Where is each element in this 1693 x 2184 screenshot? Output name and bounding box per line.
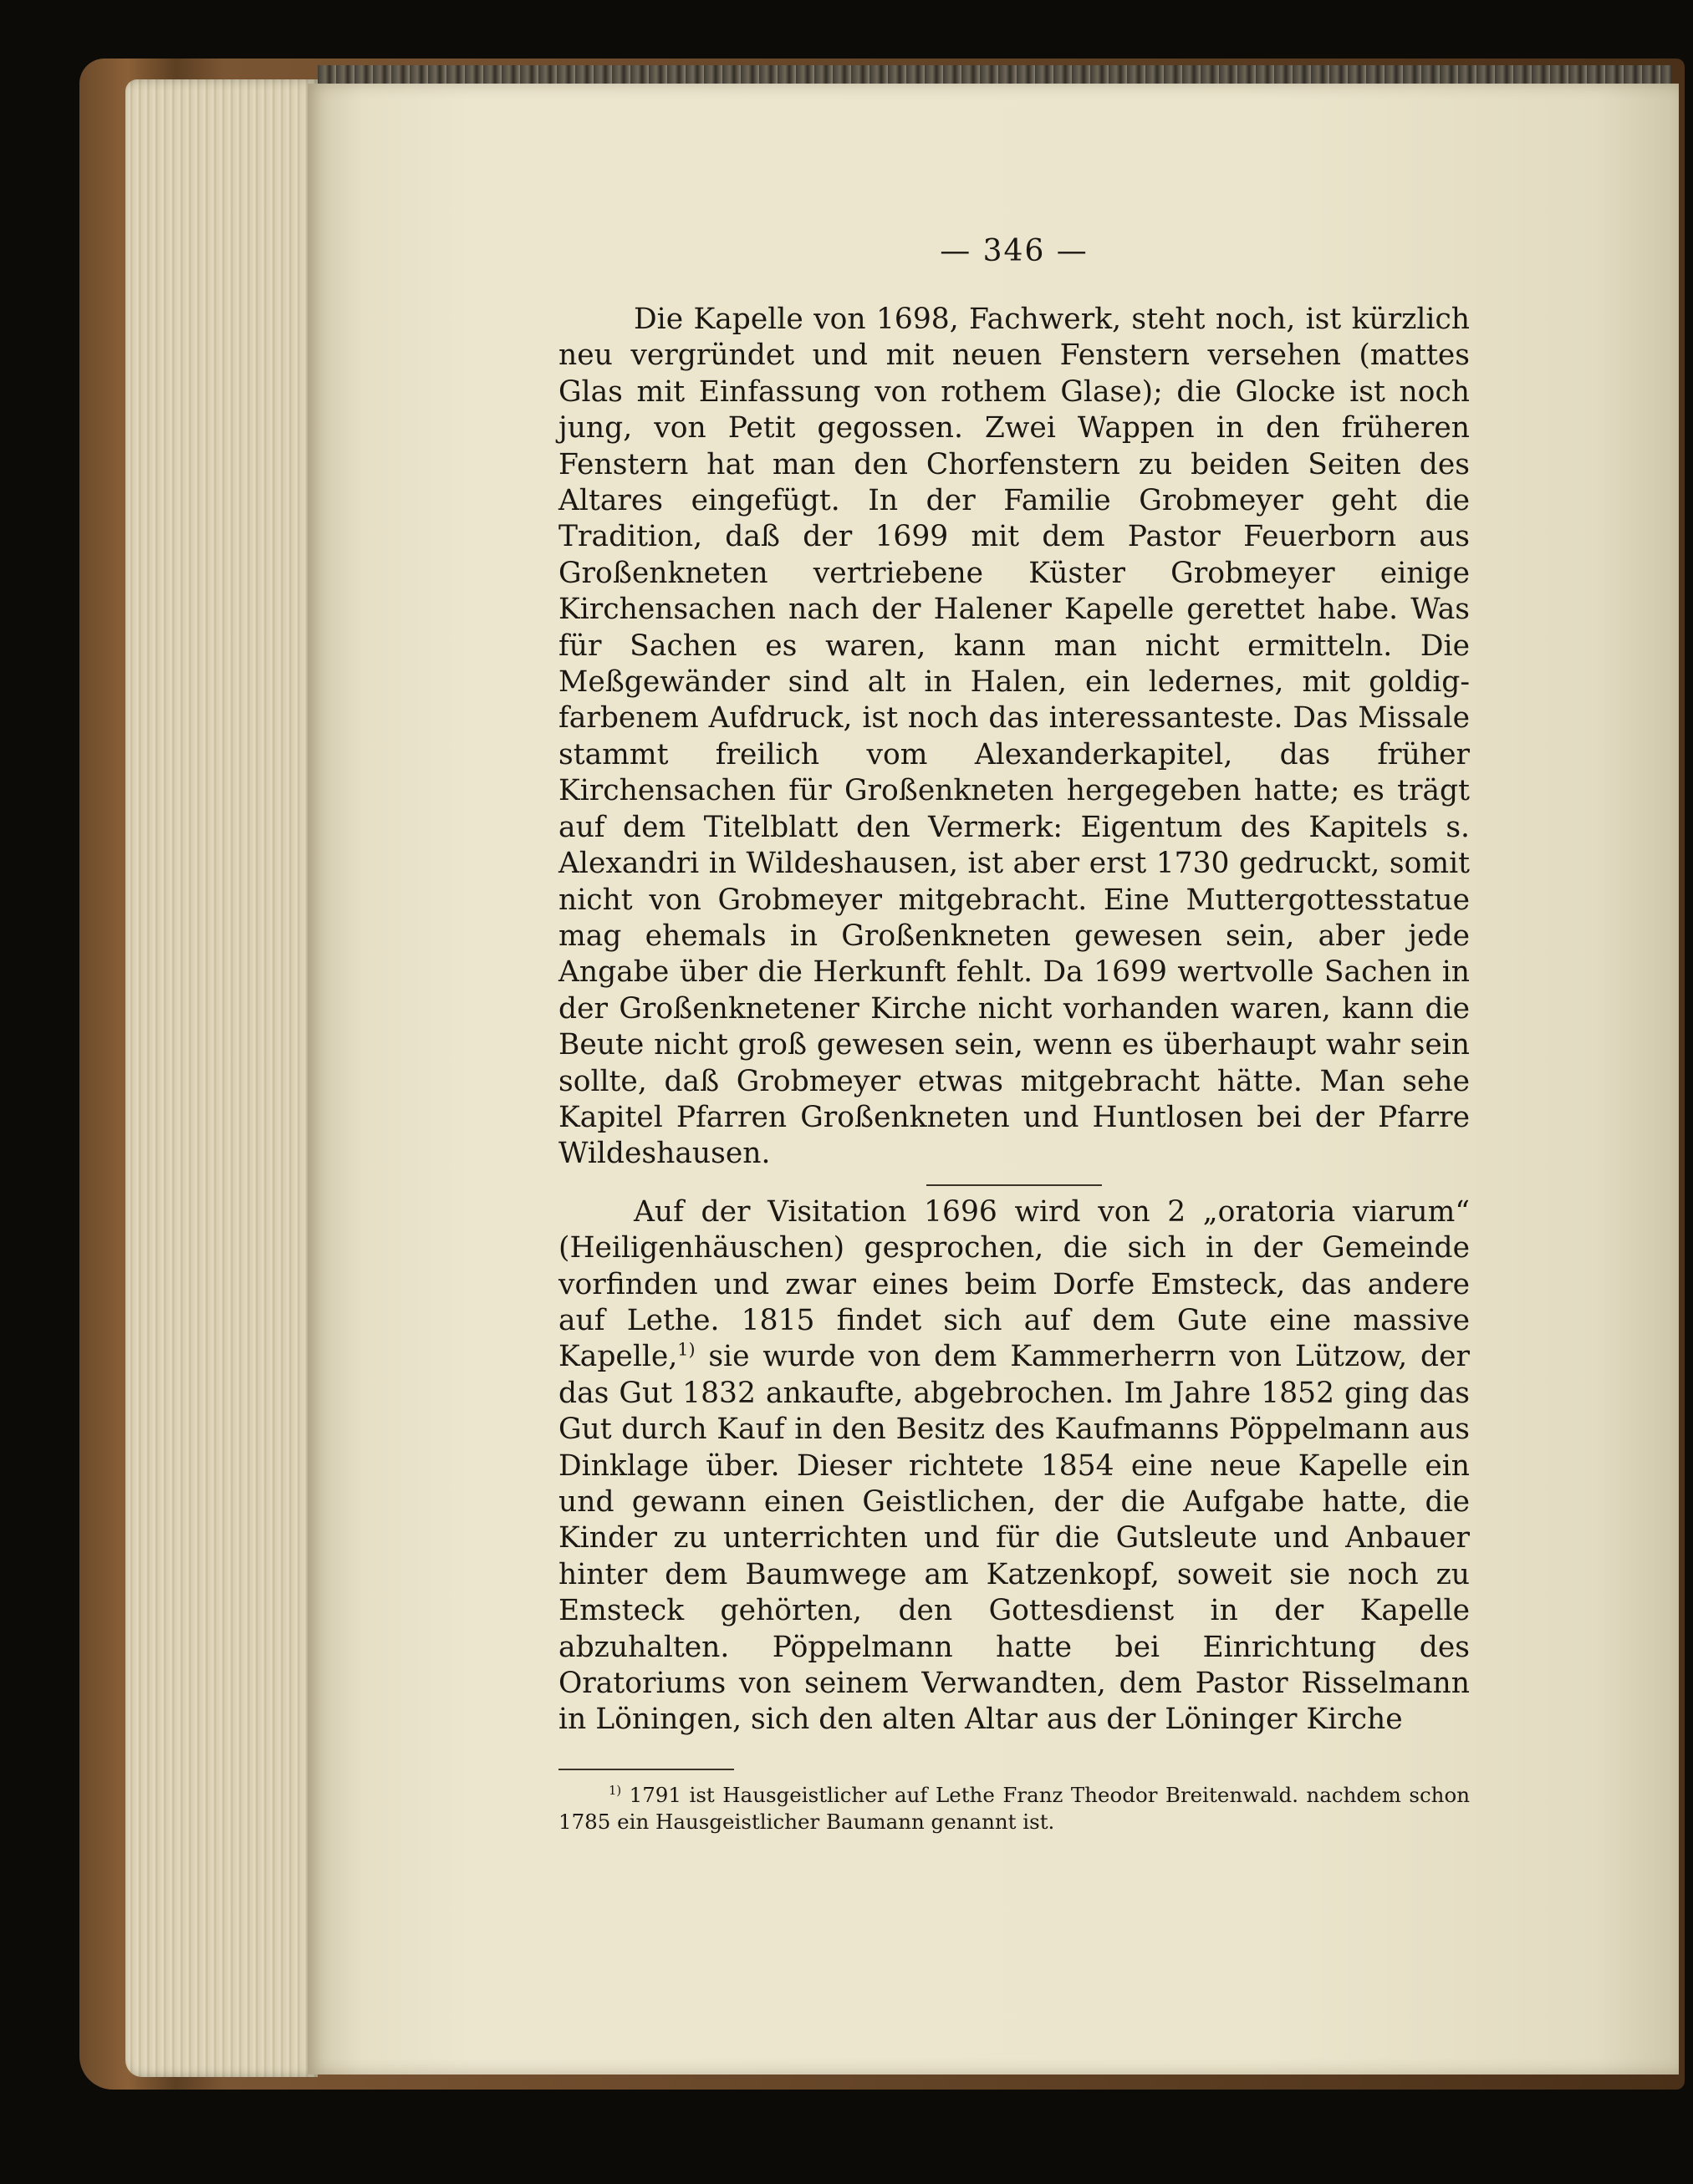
page-text bbox=[558, 234, 1470, 1835]
footnote bbox=[558, 1782, 1470, 1835]
page-number: — 346 — bbox=[940, 234, 1089, 268]
footnote-text: 1791 ist Hausgeistlicher auf Lethe Franz Theodor Breitenwald. nachdem schon 1785 ein Hausgeistlicher Baumann genannt ist. bbox=[558, 1782, 1470, 1834]
paragraph-2 bbox=[558, 1194, 1470, 1739]
section-divider bbox=[926, 1184, 1102, 1186]
footnote-divider bbox=[558, 1769, 734, 1770]
note-reference: 1) bbox=[677, 1339, 696, 1360]
page-edges bbox=[125, 79, 318, 2077]
paragraph-1: Die Kapelle von 1698, Fachwerk, steht noch, ist kürzlich neu vergründet und mit neuen Fenstern versehen (mattes Glas mit Einfassung von rothem Glase); die Glocke ist noch jung, von Petit gegossen. Zwei Wappen in den früheren Fenstern hat man den Chorfenstern zu beiden Seiten des Altares eingefügt. In der Familie Grobmeyer geht die Tradition, daß der 1699 mit dem Pastor Feuerborn aus Großenkneten vertriebene Küster Grobmeyer einige Kirchensachen nach der Halener Kapelle gerettet habe. Was für Sachen es waren, kann man nicht ermitteln. Die Meßgewänder sind alt in Halen, ein ledernes, mit goldig-farbenem Aufdruck, ist noch das interessanteste. Das Missale stammt freilich vom Alexanderkapitel, das früher Kirchensachen für Großenkneten hergegeben hatte; es trägt auf dem Titelblatt den Vermerk: Eigentum des Kapitels s. Alexandri in Wildeshausen, ist aber erst 1730 gedruckt, somit nicht von Grobmeyer mitgebracht. Eine Muttergottesstatue mag ehemals in Großenkneten gewesen sein, aber jede Angabe über die Herkunft fehlt. Da 1699 wertvolle Sachen in der Großenknetener Kirche nicht vorhanden waren, kann die Beute nicht groß gewesen sein, wenn es überhaupt wahr sein sollte, daß Grobmeyer etwas mitgebracht hätte. Man sehe Kapitel Pfarren Großenkneten und Huntlosen bei der Pfarre Wildeshausen. bbox=[558, 303, 1470, 1171]
footnote-marker: 1) bbox=[609, 1783, 622, 1798]
paragraph-2-part-2: sie wurde von dem Kammerherrn von Lützow, der das Gut 1832 ankaufte, abgebrochen. Im Jahre 1852 ging das Gut durch Kauf in den Besitz des Kaufmanns Pöppelmann aus Dinklage über. Dieser richtete 1854 eine neue Kapelle ein und gewann einen Geistlichen, der die Aufgabe hatte, die Kinder zu unterrichten und für die Gutsleute und Anbauer hinter dem Baumwege am Katzenkopf, soweit sie noch zu Emsteck gehörten, den Gottesdienst in der Kapelle abzuhalten. Pöppelmann hatte bei Einrichtung des Oratoriums von seinem Verwandten, dem Pastor Risselmann in Löningen, sich den alten Altar aus der Löninger Kirche bbox=[558, 1340, 1470, 1737]
paragraph-2-part-1: Auf der Visitation 1696 wird von 2 „oratoria viarum“ (Heiligenhäuschen) gesprochen, die sich in der Gemeinde vorfinden und zwar eines beim Dorfe Emsteck, das andere auf Lethe. 1815 findet sich auf dem Gute eine massive Kapelle, bbox=[558, 1194, 1470, 1374]
